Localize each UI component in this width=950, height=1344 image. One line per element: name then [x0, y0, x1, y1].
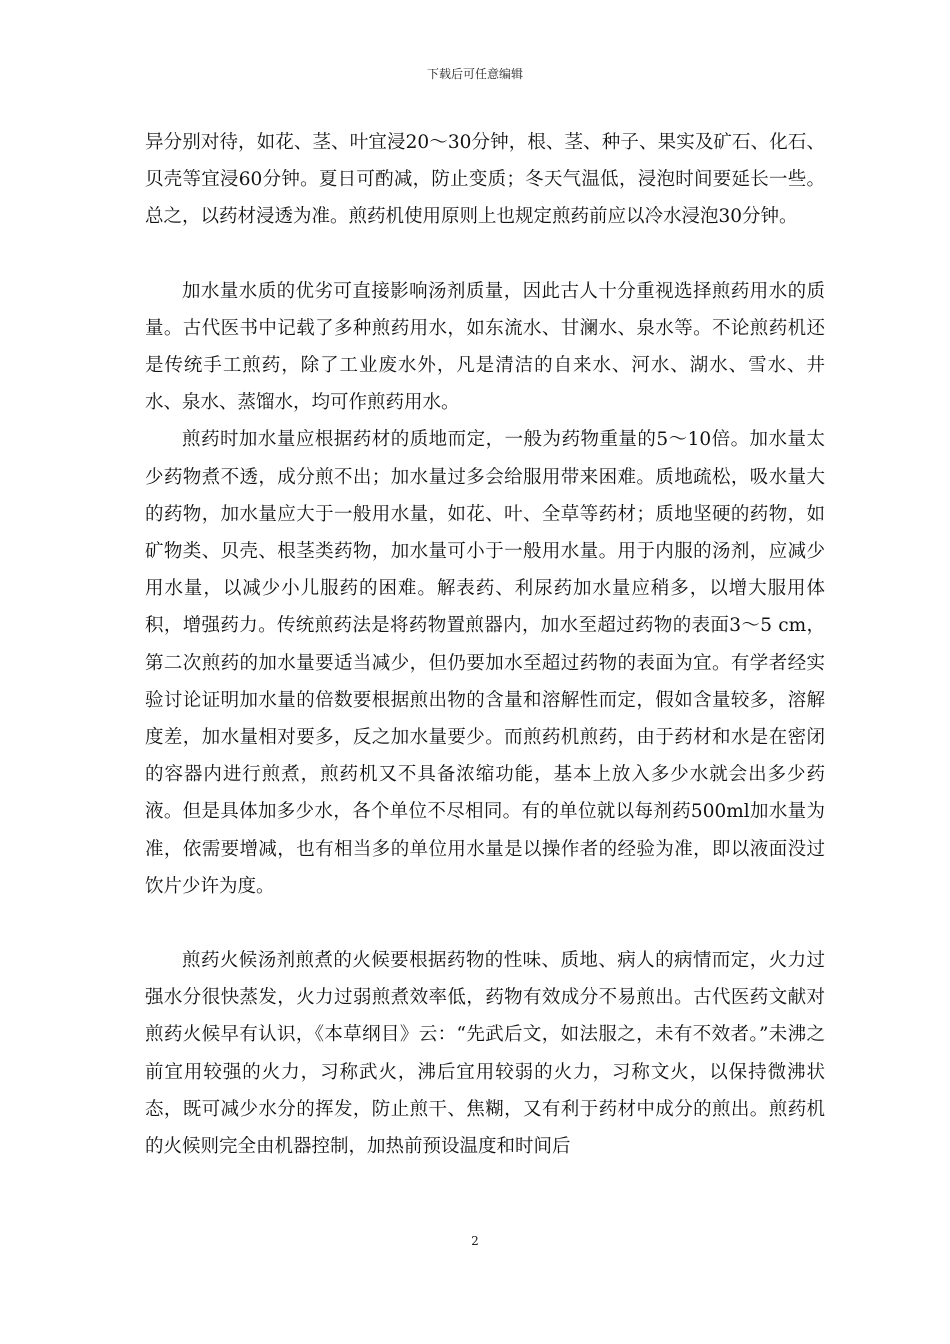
paragraph-soaking-continued: 异分别对待，如花、茎、叶宜浸20～30分钟，根、茎、种子、果实及矿石、化石、贝壳等宜浸60分钟。夏日可酌减，防止变质；冬天气温低，浸泡时间要延长一些。总之，以药材浸透为准。煎药机使用原则上也规定煎药前应以冷水浸泡30分钟。: [145, 132, 825, 228]
paragraph-heat-control: 煎药火候汤剂煎煮的火候要根据药物的性味、质地、病人的病情而定，火力过强水分很快蒸发，火力过弱煎煮效率低，药物有效成分不易煎出。古代医药文献对煎药火候早有认识，《本草纲目》云：“先武后文，如法服之，未有不效者。”未沸之前宜用较强的火力，习称武火，沸后宜用较弱的火力，习称文火，以保持微沸状态，既可减少水分的挥发，防止煎干、焦糊，又有利于药材中成分的煎出。煎药机的火候则完全由机器控制，加热前预设温度和时间后: [145, 950, 825, 1158]
page-number: 2: [471, 1234, 479, 1248]
paragraph-water-amount: 煎药时加水量应根据药材的质地而定，一般为药物重量的5～10倍。加水量太少药物煮不透，成分煎不出；加水量过多会给服用带来困难。质地疏松，吸水量大的药物，加水量应大于一般用水量，如花、叶、全草等药材；质地坚硬的药物，如矿物类、贝壳、根茎类药物，加水量可小于一般用水量。用于内服的汤剂，应减少用水量，以减少小儿服药的困难。解表药、利尿药加水量应稍多，以增大服用体积，增强药力。传统煎药法是将药物置煎器内，加水至超过药物的表面3～5 cm，第二次煎药的加水量要适当减少，但仍要加水至超过药物的表面为宜。有学者经实验讨论证明加水量的倍数要根据煎出物的含量和溶解性而定，假如含量较多，溶解度差，加水量相对要多，反之加水量要少。而煎药机煎药，由于药材和水是在密闭的容器内进行煎煮，煎药机又不具备浓缩功能，基本上放入多少水就会出多少药液。但是具体加多少水，各个单位不尽相同。有的单位就以每剂药500ml加水量为准，依需要增减，也有相当多的单位用水量是以操作者的经验为准，即以液面没过饮片少许为度。: [145, 429, 825, 897]
paragraph-gap: [145, 905, 825, 942]
paragraph-water-quality: 加水量水质的优劣可直接影响汤剂质量，因此古人十分重视选择煎药用水的质量。古代医书中记载了多种煎药用水，如东流水、甘澜水、泉水等。不论煎药机还是传统手工煎药，除了工业废水外，凡是清洁的自来水、河水、湖水、雪水、井水、泉水、蒸馏水，均可作煎药用水。: [145, 280, 825, 414]
document-body: [145, 124, 825, 1165]
paragraph-gap: [145, 236, 825, 273]
page-header: 下载后可任意编辑: [426, 67, 523, 81]
